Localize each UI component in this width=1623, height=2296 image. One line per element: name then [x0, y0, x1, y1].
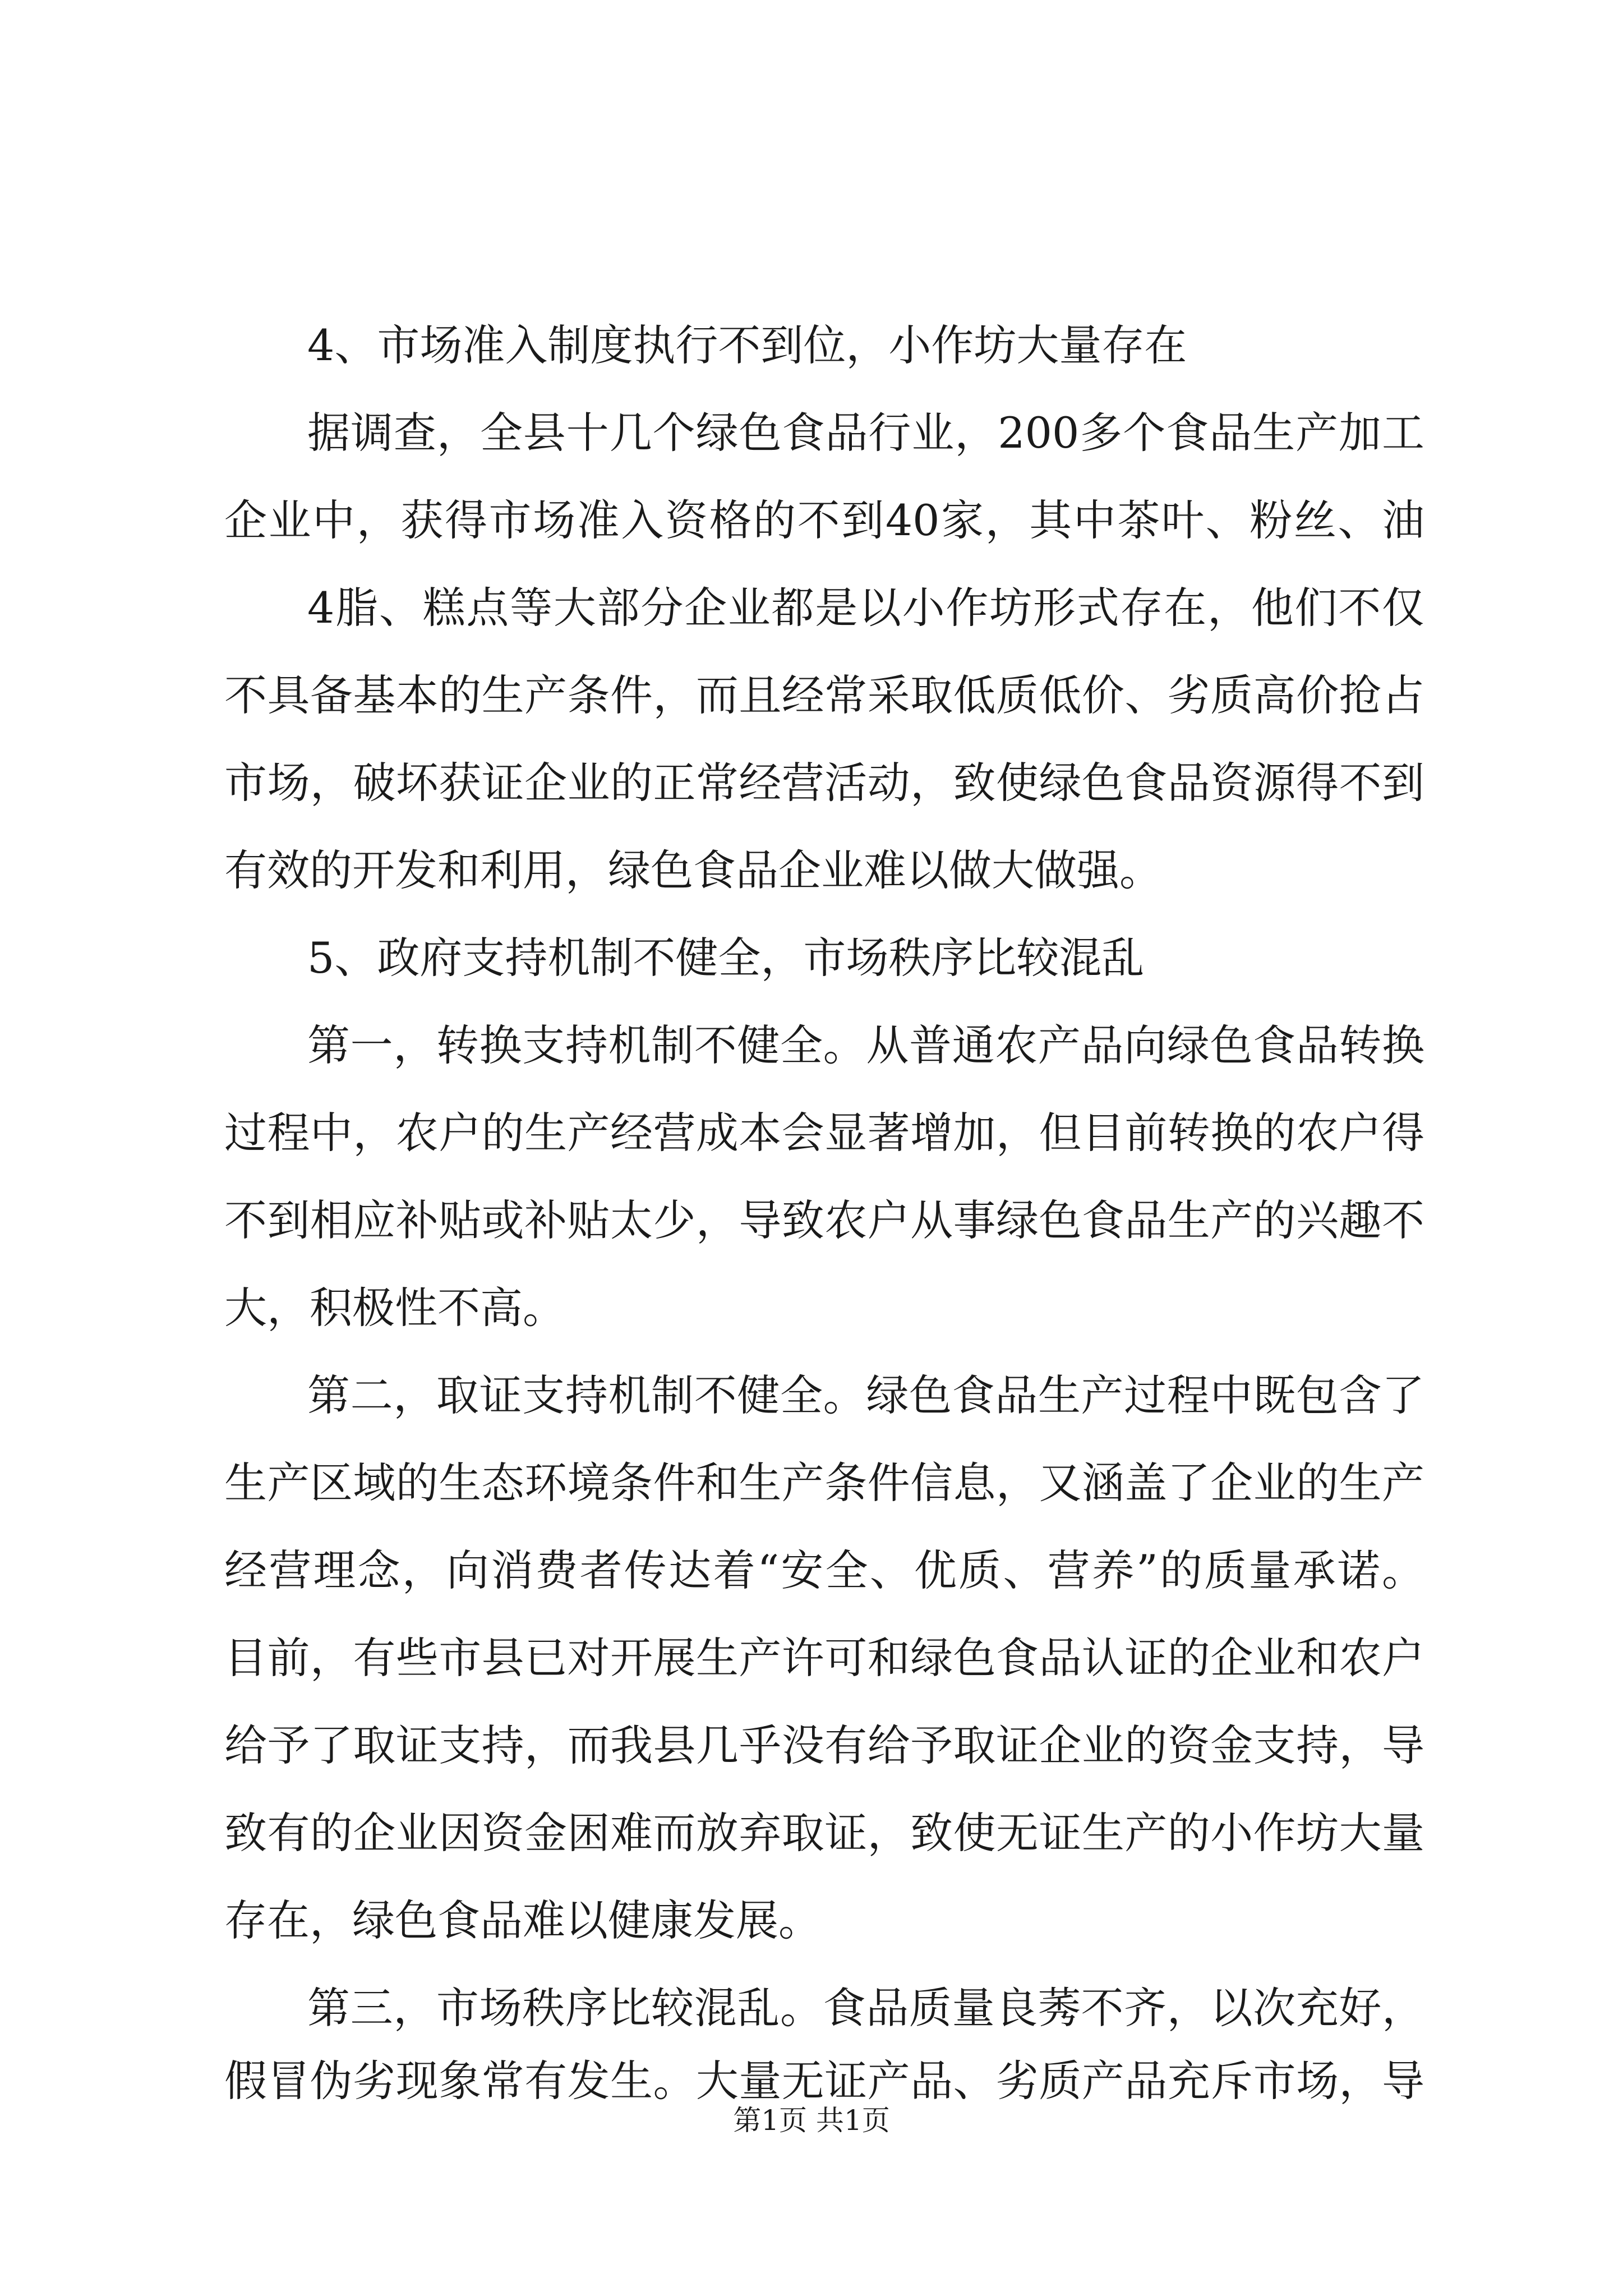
text-line: 据调查，全县十几个绿色食品行业，200多个食品生产加工 [307, 408, 1424, 458]
text-line: 第三，市场秩序比较混乱。食品质量良莠不齐，以次充好， [307, 1983, 1424, 2033]
page-footer: 第1页 共1页 [733, 2104, 890, 2137]
heading-4: 4、市场准入制度执行不到位，小作坊大量存在 [307, 320, 1187, 370]
text-line: 假冒伪劣现象常有发生。大量无证产品、劣质产品充斥市场，导 [224, 2056, 1424, 2106]
text-line: 存在，绿色食品难以健康发展。 [224, 1895, 821, 1945]
text-line: 有效的开发和利用，绿色食品企业难以做大做强。 [224, 845, 1162, 895]
text-line: 给予了取证支持，而我县几乎没有给予取证企业的资金支持，导 [224, 1720, 1424, 1770]
text-line: 不到相应补贴或补贴太少，导致农户从事绿色食品生产的兴趣不 [224, 1195, 1424, 1245]
heading-5: 5、政府支持机制不健全，市场秩序比较混乱 [307, 933, 1145, 983]
text-line: 4脂、糕点等大部分企业都是以小作坊形式存在，他们不仅 [307, 583, 1424, 633]
text-line: 大，积极性不高。 [224, 1283, 565, 1333]
text-line: 企业中，获得市场准入资格的不到40家，其中茶叶、粉丝、油 [224, 495, 1424, 545]
text-line: 致有的企业因资金困难而放弃取证，致使无证生产的小作坊大量 [224, 1808, 1424, 1858]
text-line: 经营理念，向消费者传达着“安全、优质、营养”的质量承诺。 [224, 1545, 1424, 1595]
text-line: 第二，取证支持机制不健全。绿色食品生产过程中既包含了 [307, 1370, 1424, 1420]
text-line: 目前，有些市县已对开展生产许可和绿色食品认证的企业和农户 [224, 1633, 1424, 1683]
text-line: 生产区域的生态环境条件和生产条件信息，又涵盖了企业的生产 [224, 1458, 1424, 1508]
text-line: 不具备基本的生产条件，而且经常采取低质低价、劣质高价抢占 [224, 670, 1424, 720]
text-line: 过程中，农户的生产经营成本会显著增加，但目前转换的农户得 [224, 1108, 1424, 1158]
text-line: 市场，破坏获证企业的正常经营活动，致使绿色食品资源得不到 [224, 758, 1424, 808]
text-line: 第一，转换支持机制不健全。从普通农产品向绿色食品转换 [307, 1020, 1424, 1070]
